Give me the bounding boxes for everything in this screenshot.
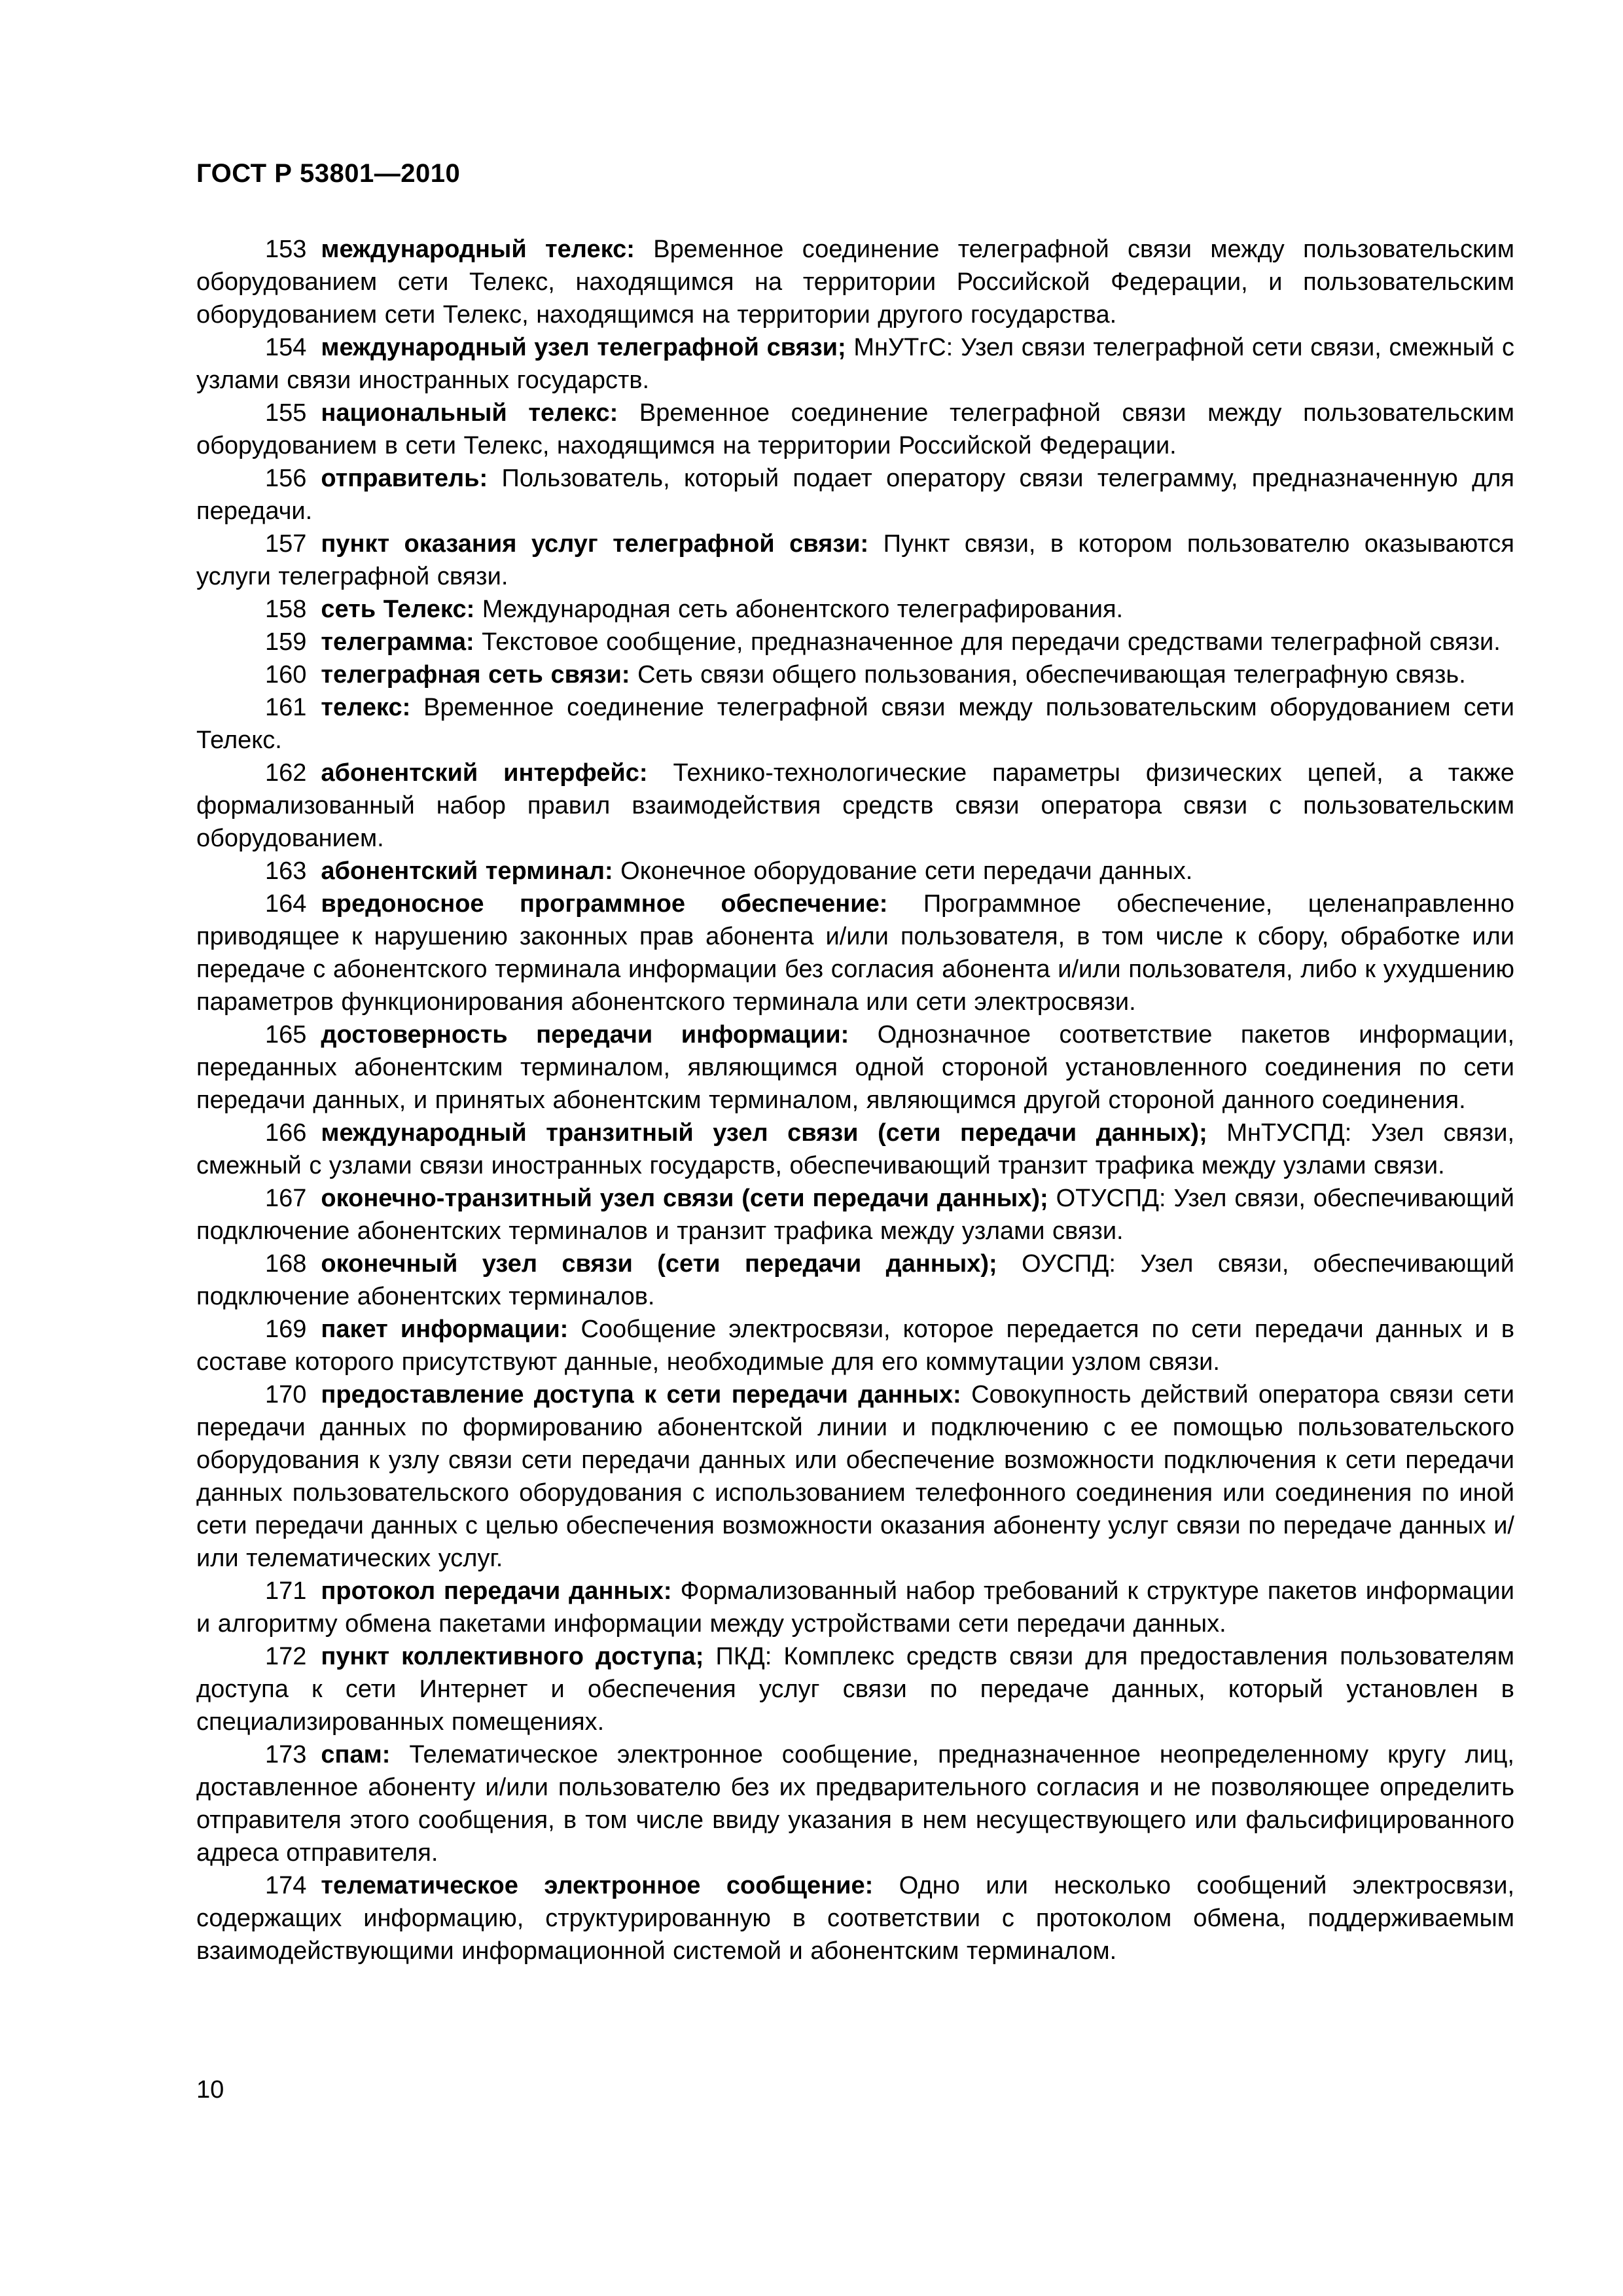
term-definition: Узел связи, обеспечивающий подключение абонентских терминалов. [196,1250,1514,1310]
term-definition: Временное соединение телеграфной связи между пользовательским оборудованием сети Телекс, находящимся на территории Российской Федерации, и пользовательским оборудованием сети Телекс, находящимся на территории другого государства. [196,236,1514,329]
term-number: 159 [265,628,307,656]
term-entry [196,593,1514,626]
term-number: 153 [265,236,307,263]
term-title: пункт коллективного доступа; [321,1643,704,1670]
term-definition: Временное соединение телеграфной связи между пользовательским оборудованием в сети Телекс, находящимся на территории Российской Федерации. [196,399,1515,459]
term-number: 165 [265,1021,307,1049]
term-definition: Совокупность действий оператора связи сети передачи данных по формированию абонентской линии и подключению с ее помощью пользовательского оборудования к узлу связи сети передачи данных или обеспечение возможности подключения к сети передачи данных пользовательского оборудования с использованием телефонного соединения или соединения по иной сети передачи данных с целью обеспечения возможности оказания абоненту услуг связи по передаче данных и/или телематических услуг. [196,1381,1514,1572]
term-title: абонентский интерфейс: [321,759,648,787]
term-number: 166 [265,1119,307,1147]
term-number: 173 [265,1741,307,1768]
term-number: 174 [265,1872,307,1899]
term-title: пункт оказания услуг телеграфной связи: [321,530,869,558]
term-entry [196,888,1514,1018]
term-abbreviation: МнТУСПД: [1226,1119,1352,1147]
term-title: сеть Телекс: [321,596,475,623]
term-number: 164 [265,890,307,918]
term-abbreviation: МнУТгС: [853,334,954,361]
term-entry [196,1575,1514,1640]
term-number: 154 [265,334,307,361]
term-entry [196,462,1514,528]
term-definition: Формализованный набор требований к структуре пакетов информации и алгоритму обмена пакетами информации между устройствами сети передачи данных. [196,1577,1515,1638]
term-entry [196,1378,1514,1575]
term-title: вредоносное программное обеспечение: [321,890,888,918]
term-definition: Узел связи, обеспечивающий подключение абонентских терминалов и транзит трафика между узлами связи. [196,1185,1514,1245]
term-entry [196,1640,1514,1738]
term-number: 158 [265,596,307,623]
term-definition: Телематическое электронное сообщение, предназначенное неопределенному кругу лиц, доставленное абоненту и/или пользователю без их предварительного согласия и не позволяющее определить отправителя этого сообщения, в том числе ввиду указания в нем несуществующего или фальсифицированного адреса отправителя. [196,1741,1514,1867]
term-entry [196,658,1514,691]
term-number: 160 [265,661,307,689]
term-abbreviation: ОТУСПД: [1056,1185,1166,1212]
term-entry [196,528,1514,593]
term-title: оконечный узел связи (сети передачи данных); [321,1250,997,1278]
term-number: 170 [265,1381,307,1408]
term-entry [196,1117,1514,1182]
term-abbreviation: ПКД: [715,1643,772,1670]
term-title: международный узел телеграфной связи; [321,334,846,361]
term-number: 172 [265,1643,307,1670]
document-header-title: ГОСТ Р 53801—2010 [196,159,461,188]
term-title: национальный телекс: [321,399,618,427]
term-number: 167 [265,1185,307,1212]
term-number: 168 [265,1250,307,1278]
terms-list [196,233,1514,1967]
term-number: 161 [265,694,307,721]
term-definition: Комплекс средств связи для предоставления пользователям доступа к сети Интернет и обеспечения услуг связи по передаче данных, который установлен в специализированных помещениях. [196,1643,1514,1736]
term-entry [196,1247,1514,1313]
term-entry [196,397,1514,462]
term-entry [196,1738,1514,1869]
term-definition: Одно или несколько сообщений электросвязи, содержащих информацию, структурированную в соответствии с протоколом обмена, поддерживаемым взаимодействующими информационной системой и абонентским терминалом. [196,1872,1515,1965]
term-definition: Временное соединение телеграфной связи между пользовательским оборудованием сети Телекс. [196,694,1515,754]
term-definition: Текстовое сообщение, предназначенное для передачи средствами телеграфной связи. [482,628,1501,656]
term-title: отправитель: [321,465,488,492]
term-title: протокол передачи данных: [321,1577,672,1605]
term-number: 171 [265,1577,307,1605]
term-definition: Сообщение электросвязи, которое передается по сети передачи данных и в составе которого присутствуют данные, необходимые для его коммутации узлом связи. [196,1316,1515,1376]
term-entry [196,1313,1514,1378]
term-title: оконечно-транзитный узел связи (сети передачи данных); [321,1185,1048,1212]
term-definition: Программное обеспечение, целенаправленно приводящее к нарушению законных прав абонента и/или пользователя, в том числе к сбору, обработке или передаче с абонентского терминала информации без согласия абонента и/или пользователя, либо к ухудшению параметров функционирования абонентского терминала или сети электросвязи. [196,890,1514,1016]
term-definition: Технико-технологические параметры физических цепей, а также формализованный набор правил взаимодействия средств связи оператора связи с пользовательским оборудованием. [196,759,1515,852]
term-title: пакет информации: [321,1316,569,1343]
term-definition: Сеть связи общего пользования, обеспечивающая телеграфную связь. [637,661,1466,689]
term-title: спам: [321,1741,391,1768]
term-definition: Узел связи телеграфной сети связи, смежный с узлами связи иностранных государств. [196,334,1514,394]
term-entry [196,1869,1514,1967]
term-definition: Пункт связи, в котором пользователю оказываются услуги телеграфной связи. [196,530,1515,590]
term-title: достоверность передачи информации: [321,1021,849,1049]
term-title: международный телекс: [321,236,635,263]
term-title: телеграмма: [321,628,474,656]
term-title: международный транзитный узел связи (сети передачи данных); [321,1119,1207,1147]
term-entry [196,757,1514,855]
term-definition: Пользователь, который подает оператору связи телеграмму, предназначенную для передачи. [196,465,1514,525]
page-number: 10 [196,2076,224,2104]
term-number: 156 [265,465,307,492]
term-title: абонентский терминал: [321,857,613,885]
term-number: 163 [265,857,307,885]
term-title: предоставление доступа к сети передачи данных: [321,1381,961,1408]
term-number: 169 [265,1316,307,1343]
term-number: 155 [265,399,307,427]
term-entry [196,233,1514,331]
term-definition: Оконечное оборудование сети передачи данных. [620,857,1193,885]
term-title: телематическое электронное сообщение: [321,1872,874,1899]
term-number: 162 [265,759,307,787]
term-entry [196,691,1514,757]
term-abbreviation: ОУСПД: [1022,1250,1116,1278]
term-entry [196,331,1514,397]
term-entry [196,626,1514,658]
term-definition: Узел связи, смежный с узлами связи иностранных государств, обеспечивающий транзит трафика между узлами связи. [196,1119,1515,1179]
term-entry [196,855,1514,888]
term-number: 157 [265,530,307,558]
term-entry [196,1182,1514,1247]
term-title: телекс: [321,694,411,721]
term-definition: Международная сеть абонентского телеграфирования. [482,596,1124,623]
term-definition: Однозначное соответствие пакетов информации, переданных абонентским терминалом, являющимся одной стороной установленного соединения по сети передачи данных, и принятых абонентским терминалом, являющимся другой стороной данного соединения. [196,1021,1515,1114]
term-title: телеграфная сеть связи: [321,661,630,689]
term-entry [196,1018,1514,1117]
